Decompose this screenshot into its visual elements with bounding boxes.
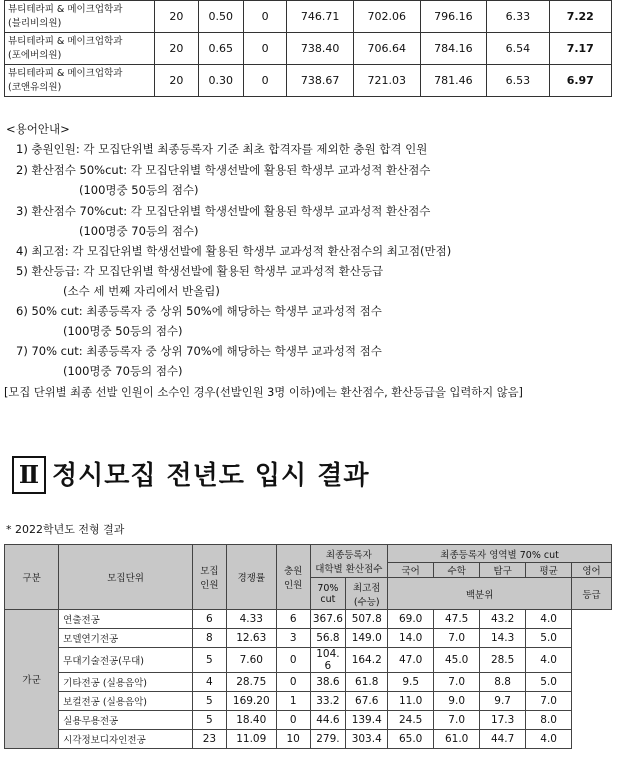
header-max: 최고점 (수능) [346, 578, 388, 610]
header-cut70: 70% cut [310, 578, 346, 610]
table-cell: 43.2 [480, 610, 526, 629]
table-cell: 7.0 [434, 673, 480, 692]
table-cell: 367.6 [310, 610, 346, 629]
table-row [5, 65, 612, 97]
table-cell: 33.2 [310, 692, 346, 711]
glossary-line: 6) 50% cut: 최종등록자 중 상위 50%에 해당하는 학생부 교과성적 점수 [16, 304, 382, 318]
header-final-group: 최종등록자 대학별 환산점수 [310, 545, 388, 578]
glossary-line: (소수 세 번째 자리에서 반올림) [63, 284, 220, 298]
table-cell: 6.97 [549, 65, 611, 97]
header-area-group: 최종등록자 영역별 70% cut [388, 545, 612, 563]
table-cell: 0 [243, 33, 286, 65]
table-cell: 0 [243, 65, 286, 97]
table-row [5, 692, 612, 711]
table-cell: 6.33 [487, 1, 549, 33]
table-cell: 5.0 [526, 629, 572, 648]
glossary-line: (100명중 70등의 점수) [63, 364, 183, 378]
table-cell: 4.33 [226, 610, 276, 629]
table-cell: 17.3 [480, 711, 526, 730]
unit-name-cell: 시각정보디자인전공 [59, 730, 193, 749]
table-cell: 8.0 [526, 711, 572, 730]
input-note: [모집 단위별 최종 선발 인원이 소수인 경우(선발인원 3명 이하)에는 환산점수, 환산등급을 입력하지 않음] [4, 386, 523, 399]
table-cell: 6.54 [487, 33, 549, 65]
table-cell: 9.5 [388, 673, 434, 692]
glossary-heading: <용어안내> [6, 122, 70, 136]
header-unit: 모집단위 [59, 545, 193, 610]
table-cell: 4 [193, 673, 227, 692]
table-cell: 65.0 [388, 730, 434, 749]
header-english: 영어 [572, 563, 612, 578]
unit-name-cell: 뷰티테라피 & 메이크업학과 (블리비의원) [5, 1, 155, 33]
header-grade: 등급 [572, 578, 612, 610]
table-cell: 149.0 [346, 629, 388, 648]
table-cell: 9.7 [480, 692, 526, 711]
regular-admission-results-table [4, 544, 612, 749]
table-cell: 56.8 [310, 629, 346, 648]
table-cell: 7.60 [226, 648, 276, 673]
table-cell: 738.67 [287, 65, 354, 97]
table-cell: 11.09 [226, 730, 276, 749]
header-average: 평균 [526, 563, 572, 578]
table-cell: 24.5 [388, 711, 434, 730]
unit-name-cell: 실용무용전공 [59, 711, 193, 730]
table-cell: 104. 6 [310, 648, 346, 673]
table-cell: 67.6 [346, 692, 388, 711]
table-cell: 3 [276, 629, 310, 648]
table-cell: 0.30 [198, 65, 243, 97]
glossary-line: 7) 70% cut: 최종등록자 중 상위 70%에 해당하는 학생부 교과성적 점수 [16, 344, 382, 358]
table-cell: 7.0 [434, 629, 480, 648]
table-cell: 4.0 [526, 610, 572, 629]
table-cell: 706.64 [353, 33, 420, 65]
unit-name-cell: 무대기술전공(무대) [59, 648, 193, 673]
table-cell: 7.0 [434, 711, 480, 730]
glossary-line: 5) 환산등급: 각 모집단위별 학생선발에 활용된 학생부 교과성적 환산등급 [16, 264, 384, 278]
table-cell: 169.20 [226, 692, 276, 711]
table-cell: 61.8 [346, 673, 388, 692]
table-cell: 6.53 [487, 65, 549, 97]
group-cell: 가군 [5, 610, 59, 749]
table-cell: 0.65 [198, 33, 243, 65]
table-cell: 28.5 [480, 648, 526, 673]
table-row [5, 648, 612, 673]
glossary-line: (100명중 50등의 점수) [63, 324, 183, 338]
table-cell: 164.2 [346, 648, 388, 673]
table-cell: 6 [193, 610, 227, 629]
table-cell: 7.22 [549, 1, 611, 33]
table-cell: 796.16 [420, 1, 487, 33]
table-cell: 7.17 [549, 33, 611, 65]
table-cell: 14.3 [480, 629, 526, 648]
header-category: 구분 [5, 545, 59, 610]
glossary-line: (100명중 50등의 점수) [79, 183, 199, 197]
header-competition: 경쟁률 [226, 545, 276, 610]
table-cell: 6 [276, 610, 310, 629]
header-korean: 국어 [388, 563, 434, 578]
section-number-box: Ⅱ [12, 456, 46, 494]
table-cell: 5 [193, 692, 227, 711]
table-cell: 507.8 [346, 610, 388, 629]
table-row [5, 629, 612, 648]
glossary-line: 2) 환산점수 50%cut: 각 모집단위별 학생선발에 활용된 학생부 교과성적 환산점수 [16, 163, 431, 177]
table-cell: 14.0 [388, 629, 434, 648]
table-cell: 28.75 [226, 673, 276, 692]
table-cell: 8.8 [480, 673, 526, 692]
section-title: 정시모집 전년도 입시 결과 [52, 461, 370, 491]
table-cell: 738.40 [287, 33, 354, 65]
table-cell: 10 [276, 730, 310, 749]
table-cell: 38.6 [310, 673, 346, 692]
table-cell: 279. [310, 730, 346, 749]
table-cell: 47.5 [434, 610, 480, 629]
table-cell: 303.4 [346, 730, 388, 749]
table-cell: 47.0 [388, 648, 434, 673]
table-cell: 11.0 [388, 692, 434, 711]
table-cell: 20 [155, 65, 198, 97]
table-cell: 1 [276, 692, 310, 711]
table-cell: 721.03 [353, 65, 420, 97]
table-cell: 5 [193, 648, 227, 673]
table-cell: 23 [193, 730, 227, 749]
table-cell: 44.7 [480, 730, 526, 749]
header-quota: 모집 인원 [193, 545, 227, 610]
table-cell: 0.50 [198, 1, 243, 33]
table-cell: 784.16 [420, 33, 487, 65]
table-row [5, 33, 612, 65]
table-cell: 4.0 [526, 730, 572, 749]
header-math: 수학 [434, 563, 480, 578]
year-caption: * 2022학년도 전형 결과 [6, 523, 125, 536]
table-cell: 8 [193, 629, 227, 648]
unit-name-cell: 뷰티테라피 & 메이크업학과 (코앤유의원) [5, 65, 155, 97]
table-cell: 7.0 [526, 692, 572, 711]
table-cell: 0 [243, 1, 286, 33]
table-cell: 0 [276, 648, 310, 673]
glossary-line: (100명중 70등의 점수) [79, 224, 199, 238]
table-cell: 12.63 [226, 629, 276, 648]
unit-name-cell: 연출전공 [59, 610, 193, 629]
unit-name-cell: 뷰티테라피 & 메이크업학과 (포에버의원) [5, 33, 155, 65]
table-row [5, 711, 612, 730]
table-row [5, 1, 612, 33]
unit-name-cell: 기타전공 (실용음악) [59, 673, 193, 692]
previous-results-table [4, 0, 612, 97]
table-row [5, 673, 612, 692]
table-cell: 781.46 [420, 65, 487, 97]
table-cell: 69.0 [388, 610, 434, 629]
table-row [5, 610, 612, 629]
header-inquiry: 탐구 [480, 563, 526, 578]
table-cell: 61.0 [434, 730, 480, 749]
table-cell: 18.40 [226, 711, 276, 730]
unit-name-cell: 보컬전공 (실용음악) [59, 692, 193, 711]
header-filled: 충원 인원 [276, 545, 310, 610]
table-cell: 139.4 [346, 711, 388, 730]
glossary-line: 1) 충원인원: 각 모집단위별 최종등록자 기준 최초 합격자를 제외한 충원 합격 인원 [16, 142, 428, 156]
table-cell: 4.0 [526, 648, 572, 673]
table-cell: 0 [276, 673, 310, 692]
unit-name-cell: 모델연기전공 [59, 629, 193, 648]
table-cell: 45.0 [434, 648, 480, 673]
table-cell: 44.6 [310, 711, 346, 730]
table-cell: 5 [193, 711, 227, 730]
table-cell: 702.06 [353, 1, 420, 33]
glossary-line: 4) 최고점: 각 모집단위별 학생선발에 활용된 학생부 교과성적 환산점수의 최고점(만점) [16, 244, 452, 258]
table-cell: 20 [155, 33, 198, 65]
table-cell: 20 [155, 1, 198, 33]
header-percentile: 백분위 [388, 578, 572, 610]
table-row [5, 730, 612, 749]
table-cell: 746.71 [287, 1, 354, 33]
table-cell: 0 [276, 711, 310, 730]
table-cell: 5.0 [526, 673, 572, 692]
glossary-line: 3) 환산점수 70%cut: 각 모집단위별 학생선발에 활용된 학생부 교과성적 환산점수 [16, 204, 431, 218]
table-cell: 9.0 [434, 692, 480, 711]
